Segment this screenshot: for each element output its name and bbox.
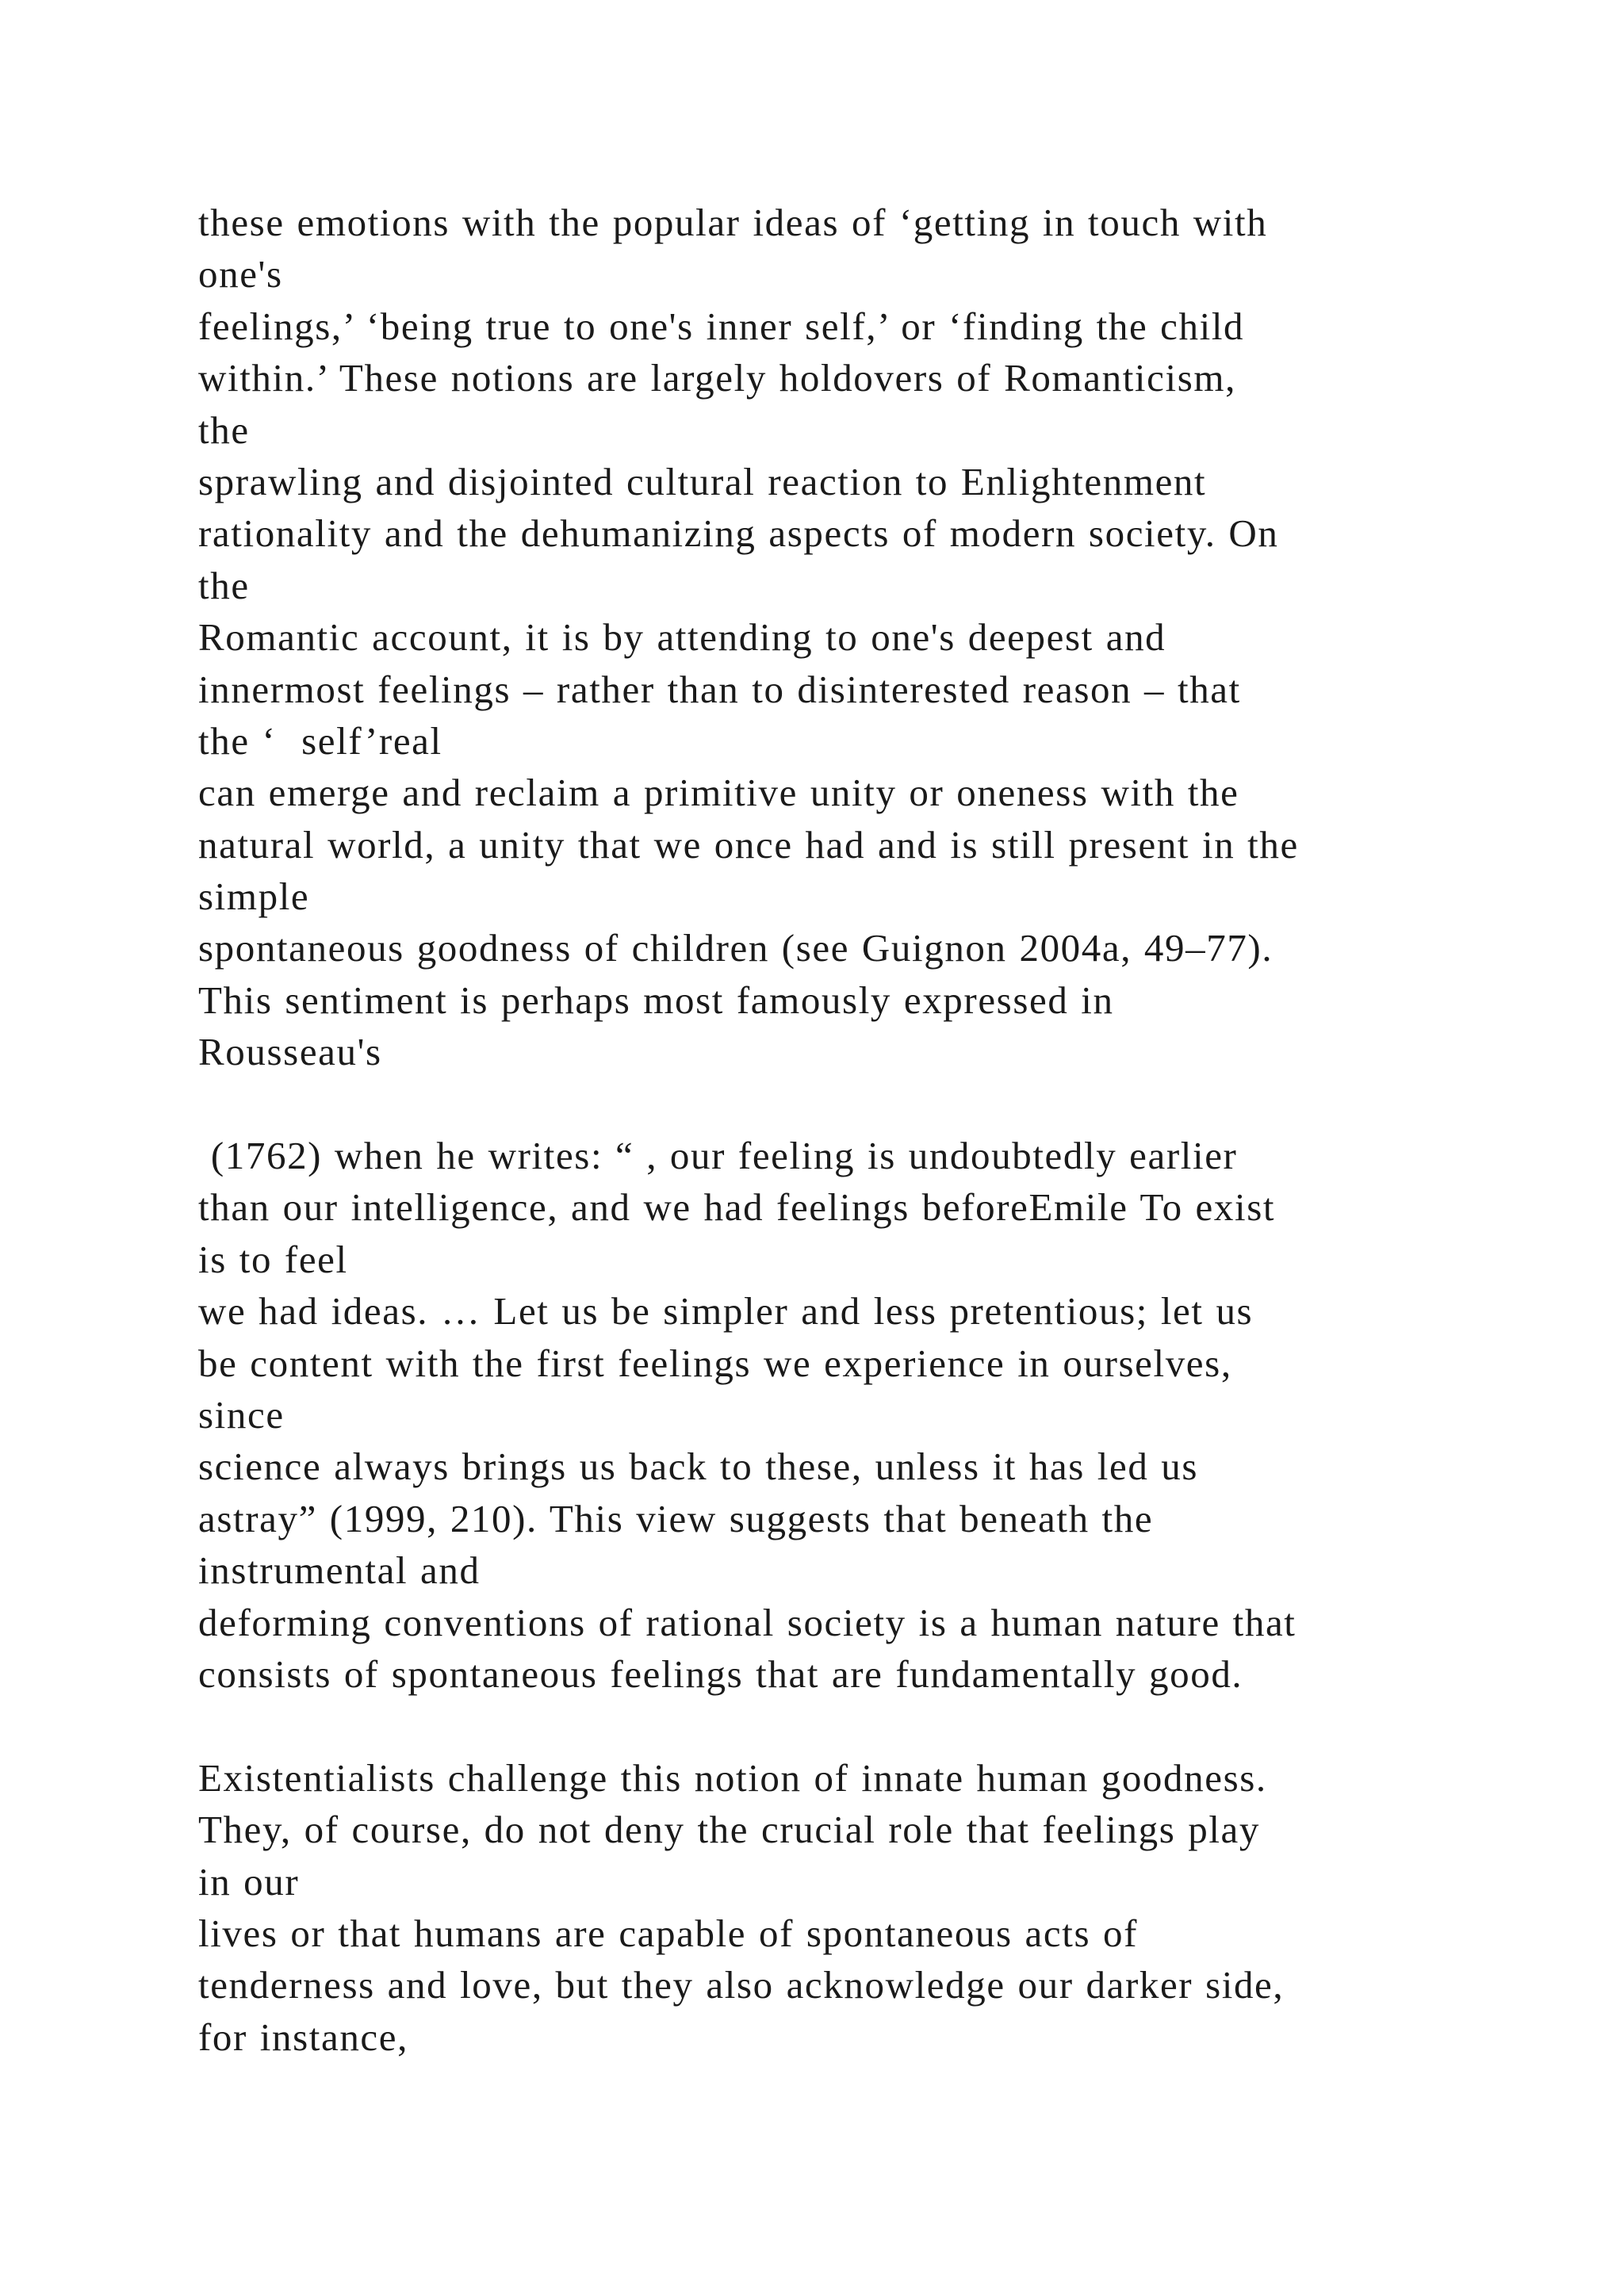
text-line: be content with the first feelings we experience in ourselves, <box>198 1341 1232 1385</box>
paragraph-break <box>198 1078 1546 1130</box>
text-line: feelings,’ ‘being true to one's inner self,’ or ‘finding the child <box>198 304 1245 348</box>
text-line: instrumental and <box>198 1548 481 1593</box>
text-line: the <box>198 563 250 607</box>
paragraph-break <box>198 1700 1546 1751</box>
text-line: simple <box>198 874 310 919</box>
text-line: these emotions with the popular ideas of ‘getting in touch with <box>198 201 1268 244</box>
text-line: lives or that humans are capable of spontaneous acts of <box>198 1911 1139 1955</box>
text-line: than our intelligence, and we had feelings beforeEmile To exist <box>198 1185 1276 1230</box>
body-text <box>198 197 1546 2063</box>
text-line: Rousseau's <box>198 1030 382 1074</box>
text-line: in our <box>198 1859 300 1904</box>
text-line: Existentialists challenge this notion of innate human goodness. <box>198 1755 1267 1800</box>
text-line: the ‘ self’real <box>198 718 442 763</box>
text-line: innermost feelings – rather than to disinterested reason – that <box>198 667 1241 711</box>
text-line: sprawling and disjointed cultural reaction to Enlightenment <box>198 459 1207 503</box>
text-line: within.’ These notions are largely holdovers of Romanticism, <box>198 356 1236 400</box>
text-line: rationality and the dehumanizing aspects of modern society. On <box>198 511 1279 556</box>
text-line: one's <box>198 252 283 297</box>
text-line: astray” (1999, 210). This view suggests that beneath the <box>198 1496 1154 1540</box>
text-line: science always brings us back to these, unless it has led us <box>198 1445 1199 1489</box>
text-line: They, of course, do not deny the crucial role that feelings play <box>198 1808 1260 1852</box>
text-line: is to feel <box>198 1237 348 1281</box>
text-line: natural world, a unity that we once had and is still present in the <box>198 822 1299 867</box>
text-line: spontaneous goodness of children (see Guignon 2004a, 49–77). <box>198 926 1274 970</box>
text-line: This sentiment is perhaps most famously expressed in <box>198 978 1114 1022</box>
text-line: tenderness and love, but they also acknowledge our darker side, <box>198 1963 1285 2007</box>
text-line: for instance, <box>198 2015 408 2059</box>
text-line: can emerge and reclaim a primitive unity or oneness with the <box>198 771 1239 815</box>
text-line: Romantic account, it is by attending to one's deepest and <box>198 615 1166 660</box>
text-line: (1762) when he writes: “ , our feeling is undoubtedly earlier <box>198 1134 1238 1178</box>
text-line: since <box>198 1392 285 1437</box>
text-line: we had ideas. … Let us be simpler and less pretentious; let us <box>198 1289 1254 1334</box>
text-line: deforming conventions of rational society is a human nature that <box>198 1600 1297 1644</box>
text-line: consists of spontaneous feelings that are fundamentally good. <box>198 1651 1243 1696</box>
text-line: the <box>198 408 250 452</box>
